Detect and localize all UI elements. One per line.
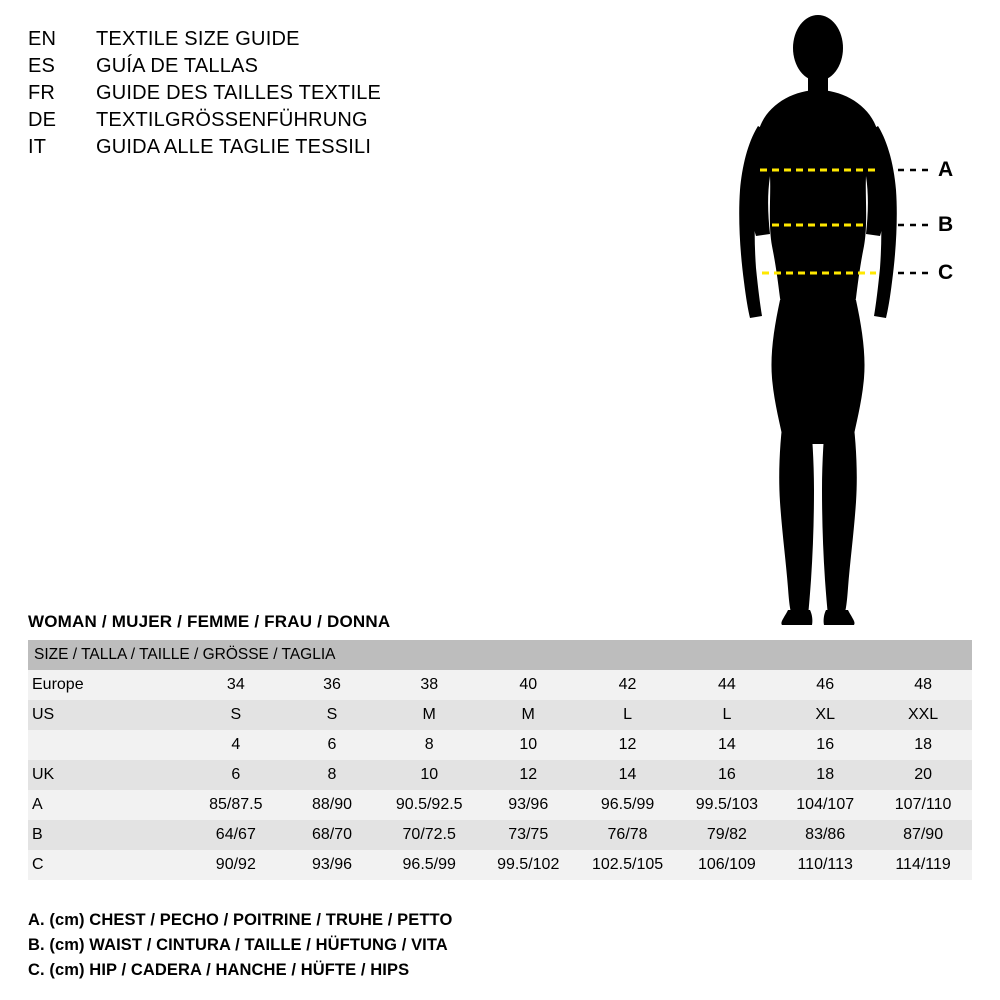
cell-uk-0: 6: [187, 760, 284, 790]
cell-a-7: 107/110: [874, 790, 972, 820]
table-row: [28, 820, 972, 850]
cell-a-2: 90.5/92.5: [380, 790, 479, 820]
table-header-row: [28, 640, 972, 670]
cell-c-5: 106/109: [678, 850, 777, 880]
cell-a-4: 96.5/99: [578, 790, 678, 820]
cell-europe-6: 46: [776, 670, 874, 700]
cell-c-4: 102.5/105: [578, 850, 678, 880]
cell-a-0: 85/87.5: [187, 790, 284, 820]
cell-uk-2: 10: [380, 760, 479, 790]
cell-b-5: 79/82: [678, 820, 777, 850]
cell-uk-1: 8: [284, 760, 379, 790]
cell-us-4: L: [578, 700, 678, 730]
cell-b-2: 70/72.5: [380, 820, 479, 850]
cell-usnum-3: 10: [479, 730, 578, 760]
row-label-uk: UK: [28, 760, 187, 790]
language-title-block: [28, 28, 448, 163]
cell-us-0: S: [187, 700, 284, 730]
table-caption: WOMAN / MUJER / FEMME / FRAU / DONNA: [28, 612, 391, 631]
language-code-de: DE: [28, 109, 57, 131]
cell-usnum-7: 18: [874, 730, 972, 760]
cell-usnum-5: 14: [678, 730, 777, 760]
table-row: [28, 730, 972, 760]
size-table: [28, 640, 972, 880]
cell-usnum-1: 6: [284, 730, 379, 760]
language-row-es: [28, 55, 448, 82]
cell-c-3: 99.5/102: [479, 850, 578, 880]
footnote-a: A. (cm) CHEST / PECHO / POITRINE / TRUHE / PETTO: [28, 911, 453, 929]
cell-uk-5: 16: [678, 760, 777, 790]
row-label-c: C: [28, 850, 187, 880]
cell-us-7: XXL: [874, 700, 972, 730]
cell-c-6: 110/113: [776, 850, 874, 880]
footnote-b: B. (cm) WAIST / CINTURA / TAILLE / HÜFTUNG / VITA: [28, 936, 448, 954]
language-text-en: TEXTILE SIZE GUIDE: [96, 28, 300, 50]
cell-b-0: 64/67: [187, 820, 284, 850]
row-label-us: US: [28, 700, 187, 730]
cell-us-6: XL: [776, 700, 874, 730]
row-label-b: B: [28, 820, 187, 850]
language-row-en: [28, 28, 448, 55]
language-text-it: GUIDA ALLE TAGLIE TESSILI: [96, 136, 372, 158]
cell-c-1: 93/96: [284, 850, 379, 880]
cell-b-6: 83/86: [776, 820, 874, 850]
cell-b-7: 87/90: [874, 820, 972, 850]
female-body-silhouette-icon: [700, 10, 990, 630]
cell-us-5: L: [678, 700, 777, 730]
cell-europe-3: 40: [479, 670, 578, 700]
footnote-c: C. (cm) HIP / CADERA / HANCHE / HÜFTE / HIPS: [28, 961, 410, 979]
cell-a-6: 104/107: [776, 790, 874, 820]
language-code-fr: FR: [28, 82, 56, 104]
table-row: [28, 700, 972, 730]
cell-usnum-4: 12: [578, 730, 678, 760]
cell-c-0: 90/92: [187, 850, 284, 880]
table-row: [28, 790, 972, 820]
cell-uk-7: 20: [874, 760, 972, 790]
language-code-en: EN: [28, 28, 57, 50]
measurement-figure: [700, 10, 990, 630]
language-code-it: IT: [28, 136, 47, 158]
cell-b-3: 73/75: [479, 820, 578, 850]
language-code-es: ES: [28, 55, 56, 77]
table-row: [28, 670, 972, 700]
cell-uk-4: 14: [578, 760, 678, 790]
footnote-legend: [28, 908, 728, 983]
cell-europe-1: 36: [284, 670, 379, 700]
cell-usnum-2: 8: [380, 730, 479, 760]
row-label-us-numeric: [28, 730, 187, 760]
cell-usnum-0: 4: [187, 730, 284, 760]
cell-uk-3: 12: [479, 760, 578, 790]
measure-label-b: B: [938, 213, 954, 236]
cell-us-1: S: [284, 700, 379, 730]
cell-uk-6: 18: [776, 760, 874, 790]
cell-europe-2: 38: [380, 670, 479, 700]
measure-label-a: A: [938, 158, 954, 181]
cell-europe-7: 48: [874, 670, 972, 700]
language-row-fr: [28, 82, 448, 109]
cell-b-4: 76/78: [578, 820, 678, 850]
language-text-es: GUÍA DE TALLAS: [96, 55, 259, 77]
row-label-europe: Europe: [28, 670, 187, 700]
cell-usnum-6: 16: [776, 730, 874, 760]
language-text-de: TEXTILGRÖSSENFÜHRUNG: [96, 109, 368, 131]
row-label-a: A: [28, 790, 187, 820]
cell-a-5: 99.5/103: [678, 790, 777, 820]
cell-europe-4: 42: [578, 670, 678, 700]
size-table-section: [28, 612, 972, 880]
language-row-de: [28, 109, 448, 136]
cell-a-3: 93/96: [479, 790, 578, 820]
table-header-label: SIZE / TALLA / TAILLE / GRÖSSE / TAGLIA: [28, 640, 972, 670]
cell-us-3: M: [479, 700, 578, 730]
cell-b-1: 68/70: [284, 820, 379, 850]
cell-europe-0: 34: [187, 670, 284, 700]
table-row: [28, 850, 972, 880]
language-row-it: [28, 136, 448, 163]
cell-us-2: M: [380, 700, 479, 730]
cell-europe-5: 44: [678, 670, 777, 700]
table-row: [28, 760, 972, 790]
cell-a-1: 88/90: [284, 790, 379, 820]
language-text-fr: GUIDE DES TAILLES TEXTILE: [96, 82, 382, 104]
measure-label-c: C: [938, 261, 954, 284]
cell-c-2: 96.5/99: [380, 850, 479, 880]
cell-c-7: 114/119: [874, 850, 972, 880]
